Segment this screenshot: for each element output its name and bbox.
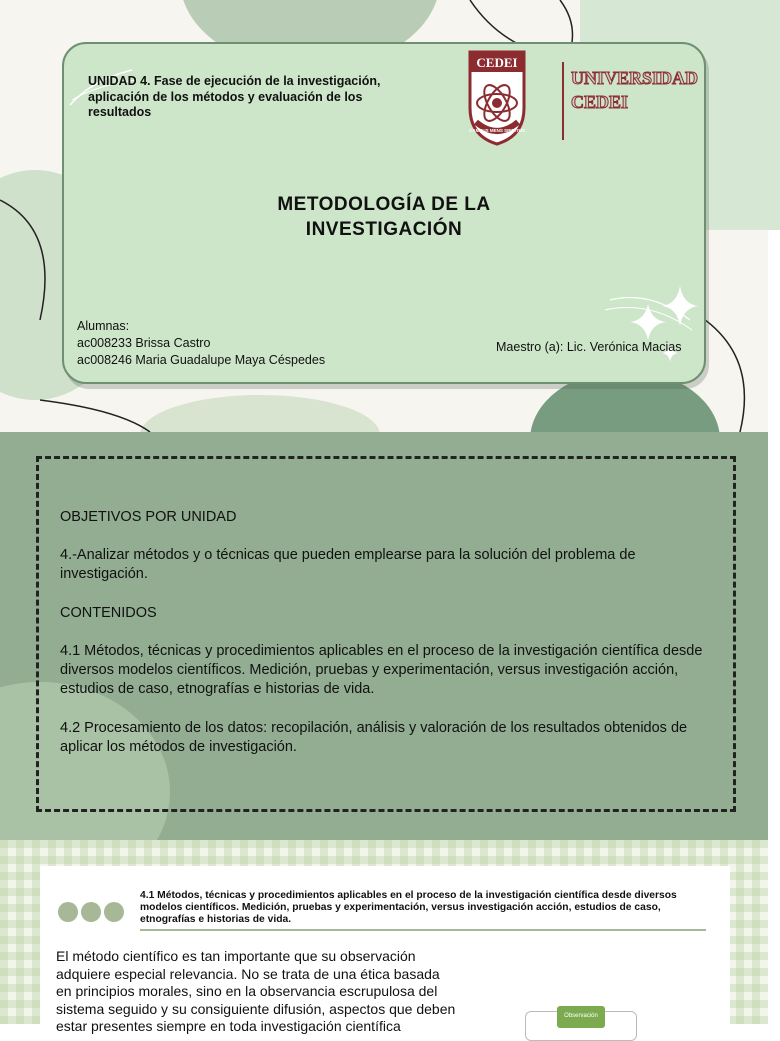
university-name-line2: CEDEI: [571, 92, 629, 112]
svg-text:CEDEI: CEDEI: [476, 55, 518, 70]
circle-dot: [81, 902, 101, 922]
diagram-box-observation: Observación: [557, 1006, 605, 1028]
svg-text:CAMPUS MENS SPIRITUS: CAMPUS MENS SPIRITUS: [469, 128, 525, 133]
method-slide: [0, 840, 768, 1034]
title-slide: [0, 0, 768, 432]
sparkle-icon: [628, 286, 704, 370]
body-text: El método científico es tan importante que su observación adquiere especial relevancia. No se trata de una ética basada en principios morales, sino en la observancia escrupulosa del sistema seguido y su consiguiente difusión, aspectos que deben estar presentes siempre en toda investigación científica: [56, 948, 456, 1034]
contents-heading: CONTENIDOS: [60, 605, 157, 621]
students-label: Alumnas:: [77, 319, 130, 333]
student-2: ac008246 Maria Guadalupe Maya Céspedes: [77, 353, 326, 367]
objective-text: 4.-Analizar métodos y o técnicas que pueden emplearse para la solución del problema de investigación.: [60, 547, 636, 582]
decor-circles: [58, 902, 127, 927]
unit-title: UNIDAD 4. Fase de ejecución de la investigación, aplicación de los métodos y evaluación de los resultados: [88, 74, 381, 119]
university-seal-icon: [462, 48, 572, 148]
content-item-4-2: 4.2 Procesamiento de los datos: recopilación, análisis y valoración de los resultados obtenidos de aplicar los métodos de investigación.: [60, 720, 688, 755]
university-name-line1: UNIVERSIDAD: [571, 68, 699, 88]
objectives-heading: OBJETIVOS POR UNIDAD: [60, 509, 237, 525]
students-block: [77, 318, 325, 369]
main-title: METODOLOGÍA DE LA INVESTIGACIÓN: [277, 194, 491, 240]
content-item-4-1: 4.1 Métodos, técnicas y procedimientos aplicables en el proceso de la investigación científica desde diversos modelos científicos. Medición, pruebas y experimentación, versus investigación acción, estudios de caso, etnografías e historias de vida.: [60, 643, 703, 697]
circle-dot: [104, 902, 124, 922]
teacher-name: Maestro (a): Lic. Verónica Macias: [496, 340, 682, 354]
section-title: 4.1 Métodos, técnicas y procedimientos aplicables en el proceso de la investigación científica desde diversos modelos científicos. Medición, pruebas y experimentación, versus investigación acción, estudios de caso, etnografías e historias de vida.: [140, 890, 677, 925]
title-underline: [140, 929, 706, 931]
university-name: [571, 66, 698, 114]
objectives-slide: [0, 432, 768, 840]
circle-dot: [58, 902, 78, 922]
student-1: ac008233 Brissa Castro: [77, 336, 211, 350]
